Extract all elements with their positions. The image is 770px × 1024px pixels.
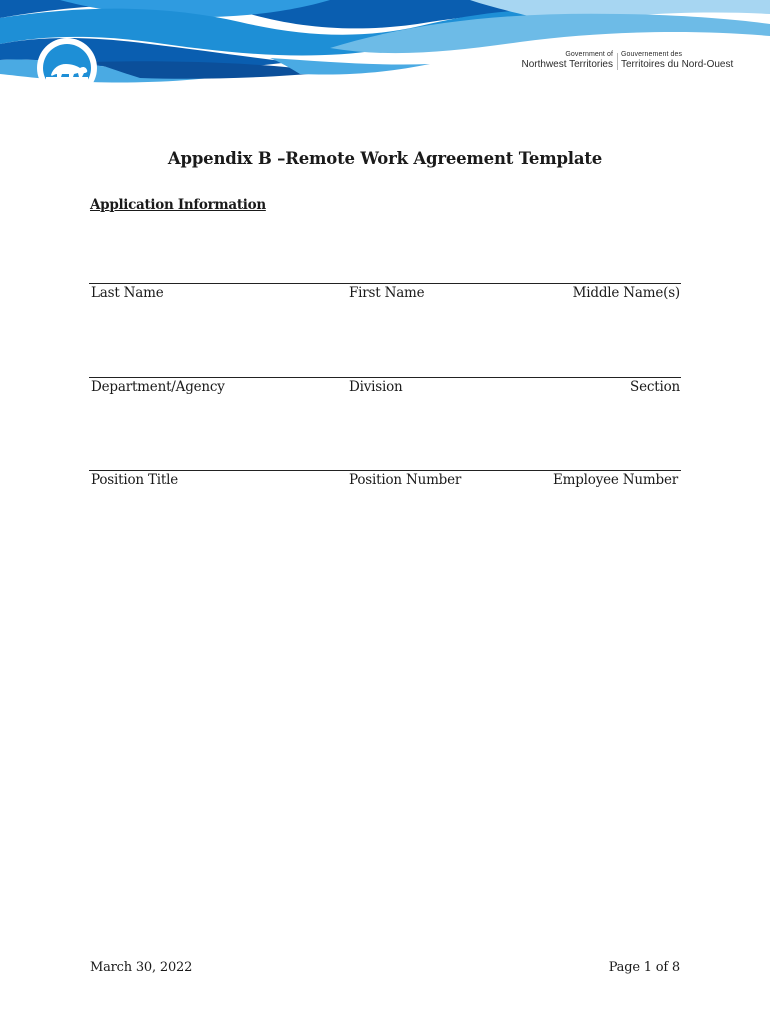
gov-fr-small: Gouvernement des: [621, 51, 683, 58]
label-first-name: First Name: [349, 285, 425, 301]
gov-name-english: [517, 51, 613, 71]
section-heading: Application Information: [90, 197, 266, 213]
gov-name-french: [621, 51, 741, 71]
polar-bear-icon: [36, 37, 98, 99]
wave-banner: [0, 0, 770, 100]
gnwt-logo: [36, 37, 98, 99]
gov-en-big: Northwest Territories: [521, 59, 613, 70]
gov-fr-big: Territoires du Nord-Ouest: [621, 59, 734, 70]
document-title: Appendix B –Remote Work Agreement Template: [167, 149, 603, 168]
label-position-number: Position Number: [349, 472, 462, 488]
label-section: Section: [630, 379, 680, 395]
label-division: Division: [349, 379, 403, 395]
label-position-title: Position Title: [91, 472, 179, 488]
field-line-row-2[interactable]: [89, 377, 681, 378]
gov-divider: [617, 53, 618, 70]
gov-en-small: Government of: [565, 51, 613, 58]
label-middle-names: Middle Name(s): [572, 285, 680, 301]
field-line-row-1[interactable]: [89, 283, 681, 284]
footer-page-number: Page 1 of 8: [608, 960, 680, 975]
label-department-agency: Department/Agency: [91, 379, 225, 395]
footer-date: March 30, 2022: [90, 960, 193, 975]
label-employee-number: Employee Number: [552, 472, 678, 488]
label-last-name: Last Name: [91, 285, 164, 301]
field-line-row-3[interactable]: [89, 470, 681, 471]
